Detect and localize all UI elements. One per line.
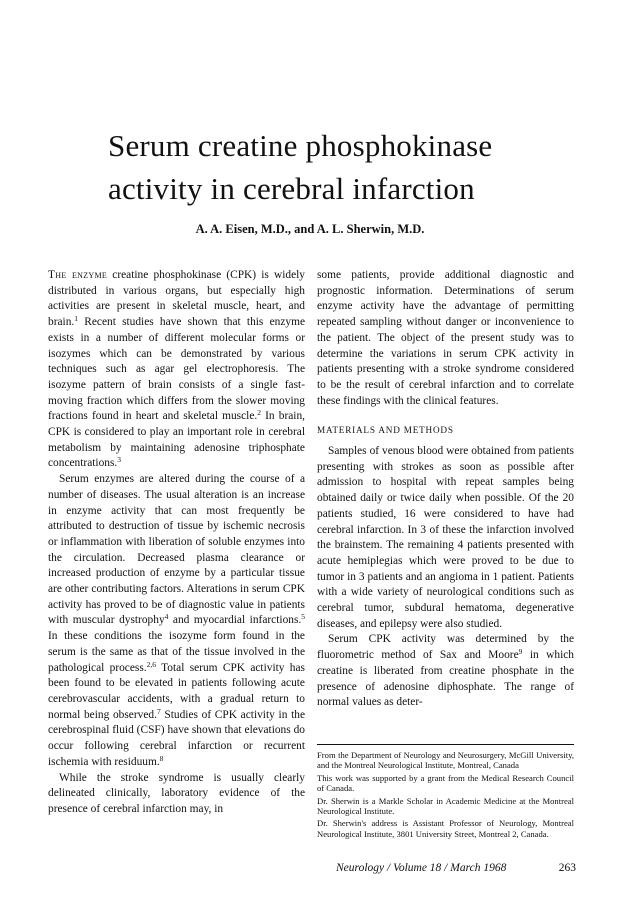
citation-ref: 1 bbox=[74, 314, 79, 324]
body-paragraph: Samples of venous blood were obtained from patients presenting with strokes as soon as possible after admission to hospital with repeat samples being obtained daily or twice daily when possible. Of the 20 patients studied, 16 were considered to have had cerebral infarction. In 3 of these the infarction involved the brainstem. The remaining 4 patients presented with acute hemiplegias which were proved to be due to tumor in 3 patients and an angioma in 1 patient. Patients with a wide variety of neurological conditions such as cerebral tumor, subdural hematoma, degenerative diseases, and epilepsy were also studied. bbox=[317, 445, 574, 630]
footnote-funding: This work was supported by a grant from the Medical Research Council of Canada. bbox=[317, 772, 574, 794]
title-line-1: Serum creatine phosphokinase bbox=[108, 128, 493, 163]
citation-ref: 4 bbox=[164, 612, 169, 622]
article-title bbox=[108, 124, 588, 210]
section-heading: MATERIALS AND METHODS bbox=[317, 425, 454, 436]
citation-ref: 2,6 bbox=[146, 659, 157, 669]
footnote-scholar: Dr. Sherwin is a Markle Scholar in Academic Medicine at the Montreal Neurological Institute. bbox=[317, 795, 574, 817]
citation-ref: 2 bbox=[257, 408, 261, 418]
title-line-2: activity in cerebral infarction bbox=[108, 171, 475, 206]
intro-paragraph: The enzyme creatine phosphokinase (CPK) is widely distributed in various organs, but especially high activities are present in skeletal muscle, heart, and brain.$^1$ Recent studies have shown that this enzyme exists in a number of different molecular forms or isozymes which can be demonstrated by various techniques such as agar gel electrophoresis. The isozyme pattern of brain consists of a single fast-moving fraction which differs from the slower moving fractions found in heart and skeletal muscle.$^2$ In brain, CPK is considered to play an important role in cerebral metabolism by maintaining adenosine triphosphate concentrations.$^3$ bbox=[48, 269, 306, 470]
citation-ref: 8 bbox=[159, 753, 164, 763]
right-column bbox=[317, 268, 574, 711]
footnotes bbox=[317, 744, 574, 841]
body-paragraph: Serum enzymes are altered during the course of a number of diseases. The usual alteration is an increase in enzyme activity that can most frequently be attributed to destruction of tissue by ischemic necrosis or inflammation with liberation of soluble enzymes into the circulation. Decreased plasma clearance or increased production of enzyme by a particular tissue are other contributing factors. Alterations in serum CPK activity has proved to be of diagnostic value in patients with muscular dystrophy$^4$ and myocardial infarctions.$^5$ In these conditions the isozyme form found in the serum is the same as that of the tissue involved in the pathological process.$^{2,6}$ Total serum CPK activity has been found to be elevated in patients following acute cerebrovascular accidents, with a gradual return to normal being observed.$^7$ Studies of CPK activity in the cerebrospinal fluid (CSF) have shown that elevations do occur following cerebral infarction or recurrent ischemia with residuum.$^8$ bbox=[48, 473, 305, 768]
left-column bbox=[48, 268, 305, 818]
body-paragraph: Serum CPK activity was determined by the fluorometric method of Sax and Moore$^9$ in which creatine is liberated from creatine phosphate in the presence of adenosine diphosphate. The range of normal values as deter- bbox=[317, 633, 574, 709]
body-paragraph: some patients, provide additional diagnostic and prognostic information. Determinations of serum enzyme activity have the advantage of permitting repeated sampling without danger or inconvenience to the patient. The object of the present study was to determine the variations in serum CPK activity in patients presenting with a stroke syndrome considered to be the result of cerebral infarction and to correlate these findings with the clinical features. bbox=[317, 269, 574, 407]
footnote-address: Dr. Sherwin's address is Assistant Professor of Neurology, Montreal Neurological Institute, 3801 University Street, Montreal 2, Canada. bbox=[317, 818, 574, 839]
lead-in-smallcaps: The enzyme bbox=[48, 269, 108, 281]
citation-ref: 5 bbox=[301, 612, 305, 622]
page-number: 263 bbox=[558, 862, 576, 874]
body-paragraph: While the stroke syndrome is usually clearly delineated clinically, laboratory evidence of the presence of cerebral infarction may, in bbox=[48, 771, 305, 815]
page-footer bbox=[336, 862, 576, 874]
citation-ref: 9 bbox=[518, 647, 523, 657]
journal-citation: Neurology / Volume 18 / March 1968 bbox=[336, 862, 507, 874]
citation-ref: 3 bbox=[117, 455, 122, 465]
author-byline: A. A. Eisen, M.D., and A. L. Sherwin, M.D. bbox=[195, 222, 425, 236]
citation-ref: 7 bbox=[156, 706, 161, 716]
footnote-affiliation: From the Department of Neurology and Neurosurgery, McGill University, and the Montreal Neurological Institute, Montreal, Canada bbox=[317, 750, 574, 771]
